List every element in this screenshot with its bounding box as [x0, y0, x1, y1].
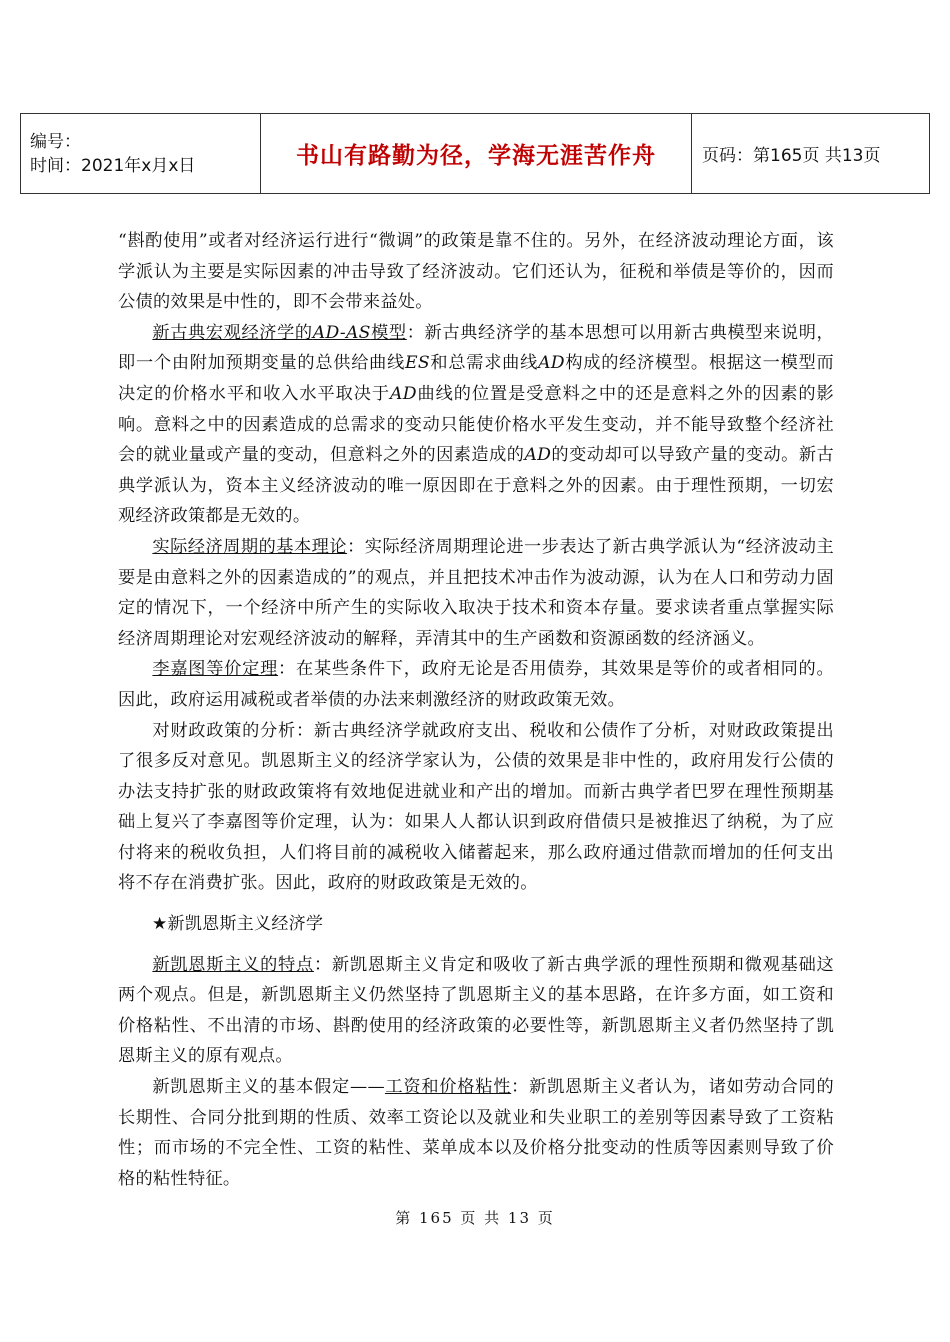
term-ad: AD: [524, 445, 552, 466]
paragraph-3: 实际经济周期的基本理论：实际经济周期理论进一步表达了新古典学派认为“经济波动主要是由意料之外的因素造成的”的观点，并且把技术冲击作为波动源，认为在人口和劳动力固定的情况下，一个经济中所产生的实际收入取决于技术和资本存量。要求读者重点掌握实际经济周期理论对宏观经济波动的解释，弄清其中的生产函数和资源函数的经济涵义。: [118, 536, 834, 649]
paragraph-7: 新凯恩斯主义的基本假定——工资和价格粘性：新凯恩斯主义者认为，诸如劳动合同的长期性、合同分批到期的性质、效率工资论以及就业和失业职工的差别等因素导致了工资粘性；而市场的不完全性、工资的粘性、菜单成本以及价格分批变动的性质等因素则导致了价格的粘性特征。: [118, 1077, 835, 1189]
term-new-keynesian-features: 新凯恩斯主义的特点: [152, 954, 314, 975]
section-title: ★新凯恩斯主义经济学: [152, 914, 324, 935]
page-footer: 第 165 页 共 13 页: [395, 1209, 555, 1227]
term-wage-price-stickiness: 工资和价格粘性: [384, 1077, 512, 1098]
paragraph-6: 新凯恩斯主义的特点：新凯恩斯主义肯定和吸收了新古典学派的理性预期和微观基础这两个观点。但是，新凯恩斯主义仍然坚持了凯恩斯主义的基本思路，在许多方面，如工资和价格粘性、不出清的市场、斟酌使用的经济政策的必要性等，新凯恩斯主义者仍然坚持了凯恩斯主义的原有观点。: [118, 954, 835, 1067]
term-ricardian-equivalence: 李嘉图等价定理: [152, 659, 279, 680]
document-body: [118, 226, 834, 1194]
paragraph-2: 新古典宏观经济学的AD-AS模型：新古典经济学的基本思想可以用新古典模型来说明，即一个由附加预期变量的总供给曲线ES和总需求曲线AD构成的经济模型。根据这一模型而决定的价格水平和收入水平取决于AD曲线的位置是受意料之中的还是意料之外的因素的影响。意料之中的因素造成的总需求的变动只能使价格水平发生变动，并不能导致整个经济社会的就业量或产量的变动，但意料之外的因素造成的AD的变动却可以导致产量的变动。新古典学派认为，资本主义经济波动的唯一原因即在于意料之外的因素。由于理性预期，一切宏观经济政策都是无效的。: [118, 322, 835, 527]
paragraph-4: 李嘉图等价定理：在某些条件下，政府无论是否用债券，其效果是等价的或者相同的。因此，政府运用减税或者举债的办法来刺激经济的财政政策无效。: [118, 659, 834, 710]
term-real-business-cycle: 实际经济周期的基本理论: [152, 536, 348, 557]
header-page-info: 页码：第165页 共13页: [692, 114, 930, 194]
term-ad: AD: [390, 383, 417, 404]
document-number-label: 编号：: [30, 131, 81, 152]
document-header: [20, 113, 930, 194]
header-motto: 书山有路勤为径，学海无涯苦作舟: [261, 114, 692, 194]
term-es: ES: [405, 353, 430, 374]
term-ad: AD: [538, 353, 565, 374]
paragraph-5: 对财政政策的分析：新古典经济学就政府支出、税收和公债作了分析，对财政政策提出了很多反对意见。凯恩斯主义的经济学家认为，公债的效果是非中性的，政府用发行公债的办法支持扩张的财政政策将有效地促进就业和产出的增加。而新古典学者巴罗在理性预期基础上复兴了李嘉图等价定理，认为：如果人人都认识到政府借债只是被推迟了纳税，为了应付将来的税收负担，人们将目前的减税收入储蓄起来，那么政府通过借款而增加的任何支出将不存在消费扩张。因此，政府的财政政策是无效的。: [118, 720, 834, 894]
document-time-label: 时间：2021年x月x日: [30, 155, 196, 176]
paragraph-1: “斟酌使用”或者对经济运行进行“微调”的政策是靠不住的。另外，在经济波动理论方面，该学派认为主要是实际因素的冲击导致了经济波动。它们还认为，征税和举债是等价的，因而公债的效果是中性的，即不会带来益处。: [118, 231, 834, 313]
term-ad-as-model: 新古典宏观经济学的AD-AS模型: [152, 322, 407, 343]
header-meta-cell: [21, 114, 261, 194]
